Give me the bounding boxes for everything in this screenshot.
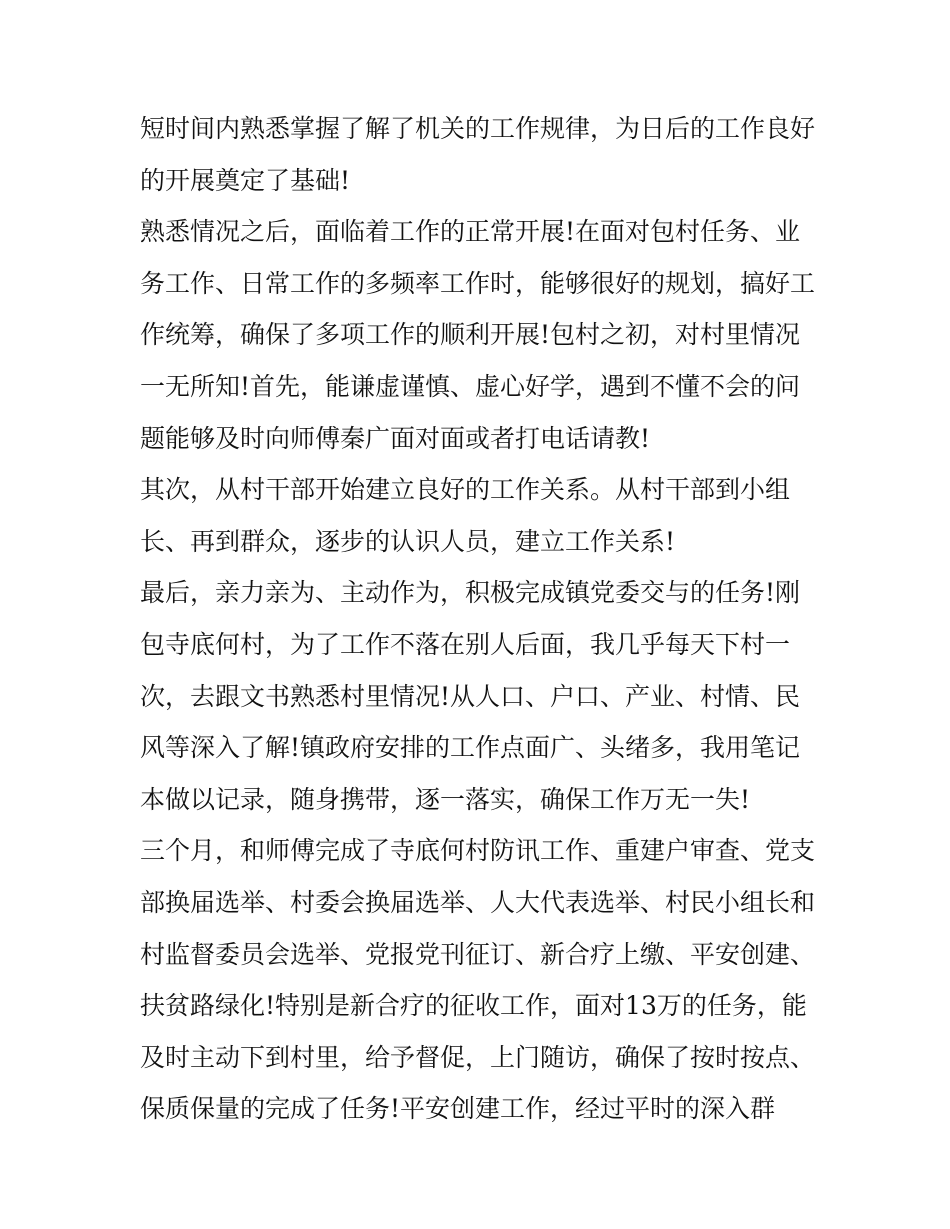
text-line: 长、再到群众，逐步的认识人员，建立工作关系! — [140, 526, 676, 556]
text-line: 及时主动下到村里，给予督促，上门随访，确保了按时按点、 — [140, 1042, 816, 1072]
text-line: 作统筹，确保了多项工作的顺利开展!包村之初，对村里情况 — [140, 320, 801, 350]
text-line: 扶贫路绿化!特别是新合疗的征收工作，面对13万的任务，能 — [140, 991, 807, 1021]
text-line: 的开展奠定了基础! — [140, 165, 351, 195]
text-line: 村监督委员会选举、党报党刊征订、新合疗上缴、平安创建、 — [140, 939, 816, 969]
text-line: 本做以记录，随身携带，逐一落实，确保工作万无一失! — [140, 784, 751, 814]
text-line: 短时间内熟悉掌握了解了机关的工作规律，为日后的工作良好 — [140, 114, 816, 143]
text-line: 务工作、日常工作的多频率工作时，能够很好的规划，搞好工 — [140, 268, 816, 298]
text-line: 包寺底何村，为了工作不落在别人后面，我几乎每天下村一 — [140, 629, 791, 659]
text-line: 一无所知!首先，能谦虚谨慎、虚心好学，遇到不懂不会的问 — [140, 371, 801, 401]
text-line: 题能够及时向师傅秦广面对面或者打电话请教! — [140, 423, 651, 453]
text-line: 熟悉情况之后，面临着工作的正常开展!在面对包村任务、业 — [140, 217, 801, 247]
text-line: 保质保量的完成了任务!平安创建工作，经过平时的深入群 — [140, 1094, 776, 1124]
text-line: 三个月，和师傅完成了寺底何村防讯工作、重建户审查、党支 — [140, 836, 816, 866]
text-line: 次，去跟文书熟悉村里情况!从人口、户口、产业、村情、民 — [140, 681, 801, 711]
text-line: 其次，从村干部开始建立良好的工作关系。从村干部到小组 — [140, 475, 791, 505]
body-text — [140, 103, 820, 1135]
text-line: 最后，亲力亲为、主动作为，积极完成镇党委交与的任务!刚 — [140, 578, 801, 608]
text-line: 部换届选举、村委会换届选举、人大代表选举、村民小组长和 — [140, 887, 816, 917]
text-line: 风等深入了解!镇政府安排的工作点面广、头绪多，我用笔记 — [140, 733, 801, 763]
